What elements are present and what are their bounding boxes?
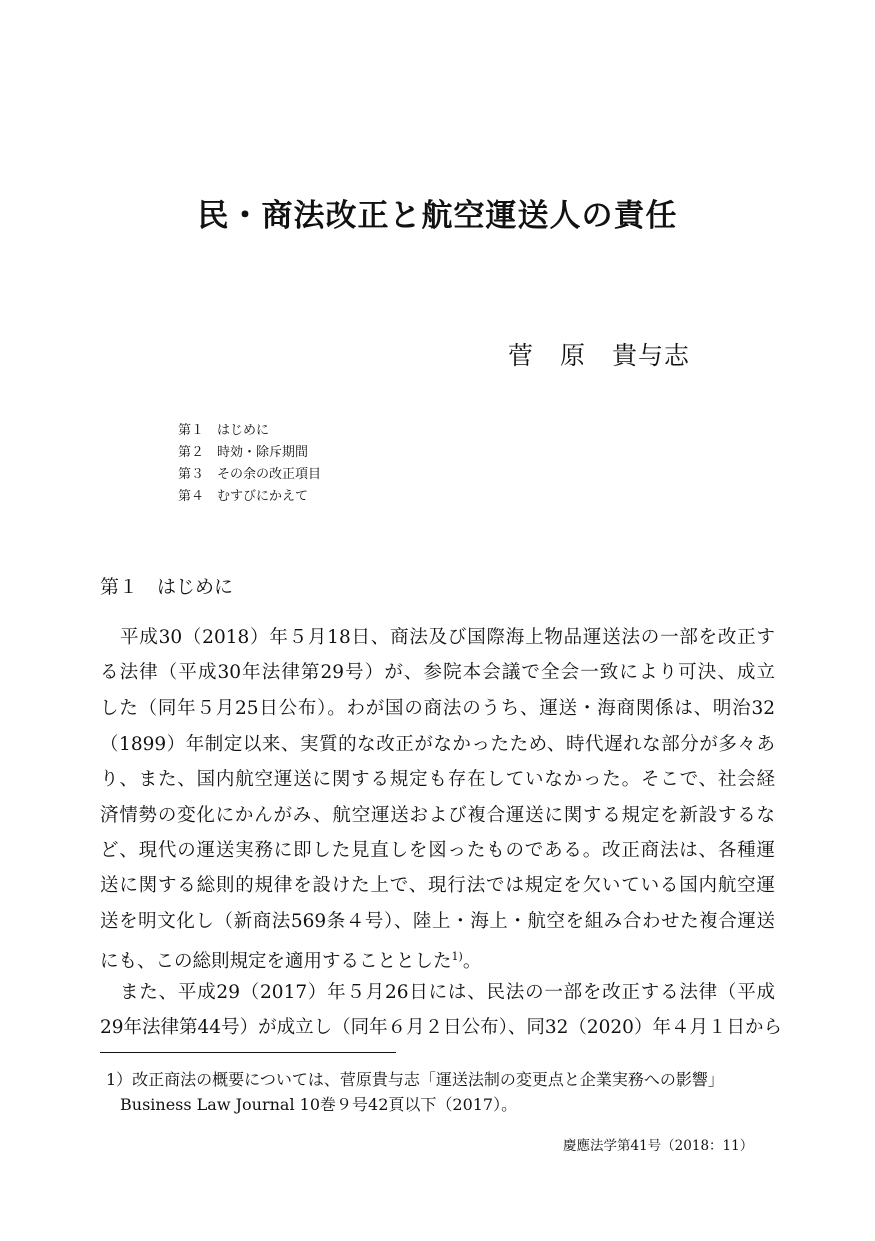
text-line: り、また、国内航空運送に関する規定も存在していなかった。そこで、社会経: [100, 769, 775, 790]
text-line: 29年法律第44号）が成立し（同年６月２日公布）、同32（2020）年４月１日から: [100, 1017, 782, 1038]
text-line: ど、現代の運送実務に即した見直しを図ったものである。改正商法は、各種運: [100, 840, 775, 861]
text-line: 済情勢の変化にかんがみ、航空運送および複合運送に関する規定を新設するな: [100, 805, 775, 826]
toc-item: 第４ むすびにかえて: [178, 489, 309, 504]
author-name: 菅 原 貴与志: [508, 341, 691, 370]
footnote-line: 1）改正商法の概要については、菅原貴与志「運送法制の変更点と企業実務への影響」: [106, 1070, 724, 1089]
text-line: 平成30（2018）年５月18日、商法及び国際海上物品運送法の一部を改正す: [120, 627, 775, 648]
text-line: [100, 945, 775, 974]
article-title: 民・商法改正と航空運送人の責任: [197, 198, 678, 234]
footnote-ref[interactable]: 1): [451, 950, 463, 963]
text-line: 送に関する総則的規律を設けた上で、現行法では規定を欠いている国内航空運: [100, 875, 775, 896]
text-line: （1899）年制定以来、実質的な改正がなかったため、時代遅れな部分が多々あ: [100, 734, 775, 755]
toc-item: 第３ その余の改正項目: [178, 467, 322, 482]
text-span: にも、この総則規定を適用することとした: [100, 951, 452, 973]
section-heading: 第１ はじめに: [100, 576, 234, 598]
text-line: した（同年５月25日公布）。わが国の商法のうち、運送・海商関係は、明治32: [100, 698, 775, 719]
text-line: る法律（平成30年法律第29号）が、参院本会議で全会一致により可決、成立: [100, 662, 775, 683]
text-line: 送を明文化し（新商法569条４号）、陸上・海上・航空を組み合わせた複合運送: [100, 911, 775, 932]
toc-item: 第２ 時効・除斥期間: [178, 445, 309, 460]
footnote-line: Business Law Journal 10巻９号42頁以下（2017）。: [120, 1095, 518, 1114]
footnote-divider: [100, 1052, 396, 1053]
text-line: また、平成29（2017）年５月26日には、民法の一部を改正する法律（平成: [120, 982, 775, 1003]
text-span: 。: [462, 951, 482, 973]
page-footer: 慶應法学第41号（2018：11）: [563, 1138, 754, 1154]
toc-item: 第１ はじめに: [178, 423, 270, 438]
